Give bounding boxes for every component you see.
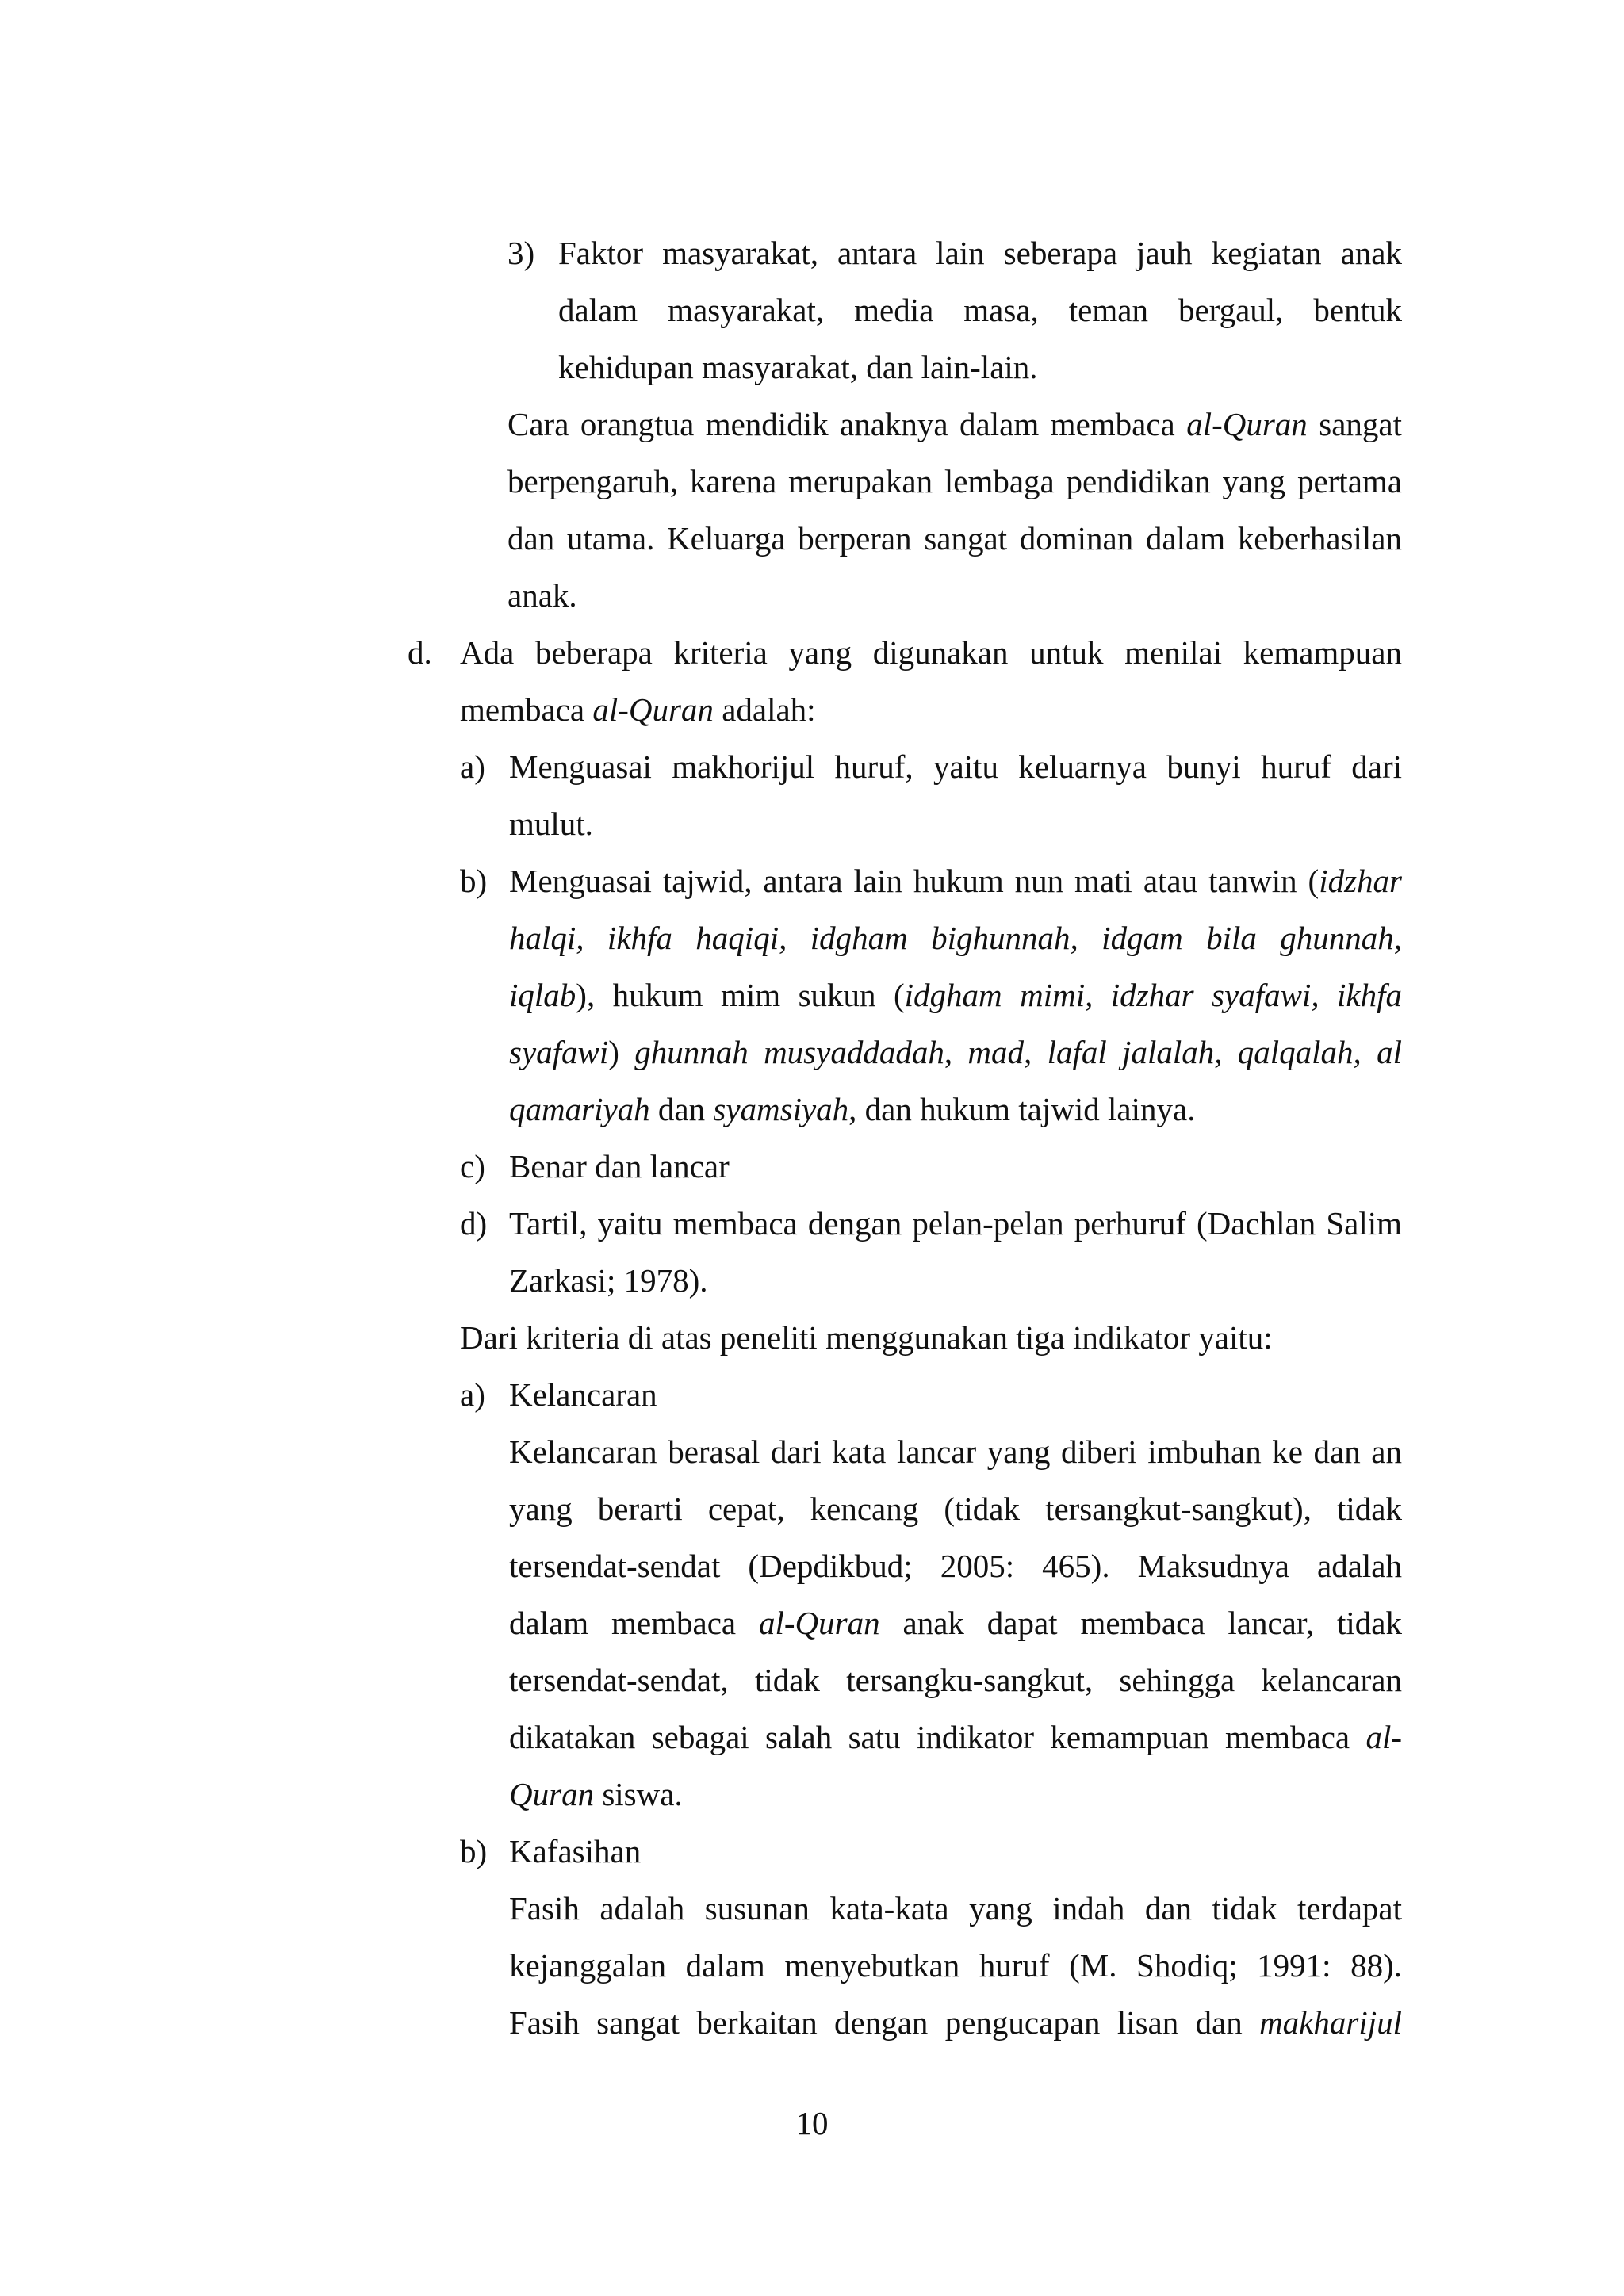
text-line: [509, 1490, 1402, 1527]
text-segment: Zarkasi; 1978).: [509, 1262, 708, 1299]
list-label: d.: [408, 634, 432, 671]
text-segment: anak.: [508, 577, 577, 614]
text-segment: Cara orangtua mendidik anaknya dalam membaca: [508, 406, 1187, 442]
text-line: [558, 294, 1402, 327]
text-line: [509, 1207, 1402, 1240]
italic-text: halqi, ikhfa haqiqi, idgham bighunnah, idgam bila ghunnah,: [509, 920, 1402, 956]
text-segment: dalam membaca: [509, 1605, 760, 1641]
list-label: b): [460, 1833, 488, 1869]
text-segment: dikatakan sebagai salah satu indikator kemampuan membaca: [509, 1719, 1366, 1755]
list-label: c): [460, 1148, 485, 1184]
text-line: [509, 808, 593, 840]
text-line: [558, 237, 1402, 270]
text-segment: siswa.: [594, 1776, 683, 1812]
italic-text: Quran: [509, 1776, 595, 1812]
text-segment: mulut.: [509, 806, 593, 842]
text-line: [509, 748, 1402, 785]
text-segment: Tartil, yaitu membaca dengan pelan-pelan perhuruf (Dachlan Salim: [509, 1205, 1402, 1242]
italic-text: al-Quran: [1186, 406, 1308, 442]
text-segment: adalah:: [713, 691, 816, 728]
text-line: [509, 1550, 1402, 1582]
text-line: [509, 1835, 641, 1868]
text-segment: Kafasihan: [509, 1833, 642, 1869]
text-line: [509, 1947, 1402, 1984]
italic-text: al-Quran: [759, 1605, 880, 1641]
text-segment: kehidupan masyarakat, dan lain-lain.: [558, 349, 1038, 385]
page-number: 10: [795, 2105, 829, 2141]
text-line: [509, 1778, 683, 1811]
italic-text: makharijul: [1259, 2004, 1402, 2041]
text-segment: Menguasai tajwid, antara lain hukum nun mati atau tanwin (: [509, 863, 1320, 899]
text-segment: Fasih sangat berkaitan dengan pengucapan lisan dan: [509, 2004, 1260, 2041]
text-line: [509, 1433, 1402, 1470]
text-line: [509, 1150, 730, 1183]
text-line: [509, 1664, 1402, 1697]
text-segment: ): [608, 1034, 635, 1070]
text-line: [508, 577, 577, 614]
text-line: [558, 351, 1038, 384]
text-line: [460, 634, 1402, 671]
text-line: [509, 1892, 1402, 1925]
list-label: a): [460, 1376, 485, 1413]
text-segment: tersendat-sendat, tidak tersangku-sangkut, sehingga kelancaran: [509, 1662, 1402, 1698]
italic-text: syafawi: [509, 1034, 609, 1070]
text-segment: Dari kriteria di atas peneliti menggunakan tiga indikator yaitu:: [460, 1319, 1273, 1356]
text-segment: Kelancaran berasal dari kata lancar yang diberi imbuhan ke dan an: [509, 1433, 1402, 1470]
text-line: [509, 1036, 1402, 1069]
italic-text: idzhar: [1319, 863, 1402, 899]
text-segment: anak dapat membaca lancar, tidak: [879, 1605, 1402, 1641]
list-label: a): [460, 748, 485, 785]
text-line: [460, 1319, 1273, 1356]
text-line: [509, 1262, 708, 1299]
italic-text: syamsiyah: [713, 1091, 849, 1127]
text-line: [508, 465, 1402, 498]
text-line: [509, 1093, 1195, 1126]
text-segment: dalam masyarakat, media masa, teman bergaul, bentuk: [558, 292, 1402, 328]
text-segment: Menguasai makhorijul huruf, yaitu keluarnya bunyi huruf dari: [509, 748, 1402, 785]
text-segment: , dan hukum tajwid lainya.: [848, 1091, 1196, 1127]
text-line: [508, 522, 1402, 555]
italic-text: qamariyah: [509, 1091, 650, 1127]
text-line: [509, 1721, 1402, 1754]
text-segment: kejanggalan dalam menyebutkan huruf (M. Shodiq; 1991: 88).: [509, 1947, 1402, 1984]
text-segment: dan utama. Keluarga berperan sangat dominan dalam keberhasilan: [508, 520, 1402, 557]
text-line: [509, 1376, 657, 1413]
text-line: [508, 408, 1402, 441]
italic-text: idgham mimi, idzhar syafawi, ikhfa: [904, 977, 1402, 1013]
list-label: 3): [508, 235, 535, 271]
italic-text: iqlab: [509, 977, 576, 1013]
text-line: [509, 1607, 1402, 1640]
text-segment: ,: [944, 1034, 968, 1070]
text-segment: membaca: [460, 691, 593, 728]
text-segment: berpengaruh, karena merupakan lembaga pendidikan yang pertama: [508, 463, 1402, 499]
italic-text: ghunnah musyaddadah: [634, 1034, 944, 1070]
italic-text: al-Quran: [592, 691, 714, 728]
text-segment: Faktor masyarakat, antara lain seberapa jauh kegiatan anak: [558, 235, 1402, 271]
text-segment: ), hukum mim sukun (: [576, 977, 905, 1013]
text-line: [509, 865, 1402, 897]
list-label: d): [460, 1205, 488, 1242]
text-segment: dan: [649, 1091, 714, 1127]
text-segment: Benar dan lancar: [509, 1148, 730, 1184]
text-segment: Fasih adalah susunan kata-kata yang indah dan tidak terdapat: [509, 1890, 1402, 1927]
text-line: [460, 691, 816, 728]
italic-text: mad, lafal jalalah, qalqalah, al: [967, 1034, 1403, 1070]
text-segment: Ada beberapa kriteria yang digunakan untuk menilai kemampuan: [460, 634, 1402, 671]
italic-text: al-: [1365, 1719, 1402, 1755]
text-segment: Kelancaran: [509, 1376, 657, 1413]
list-label: b): [460, 863, 488, 899]
text-line: [509, 2004, 1402, 2041]
text-segment: yang berarti cepat, kencang (tidak tersangkut-sangkut), tidak: [509, 1490, 1402, 1527]
text-segment: tersendat-sendat (Depdikbud; 2005: 465). Maksudnya adalah: [509, 1548, 1402, 1584]
text-line: [509, 979, 1402, 1012]
text-segment: sangat: [1307, 406, 1402, 442]
text-line: [509, 922, 1402, 955]
